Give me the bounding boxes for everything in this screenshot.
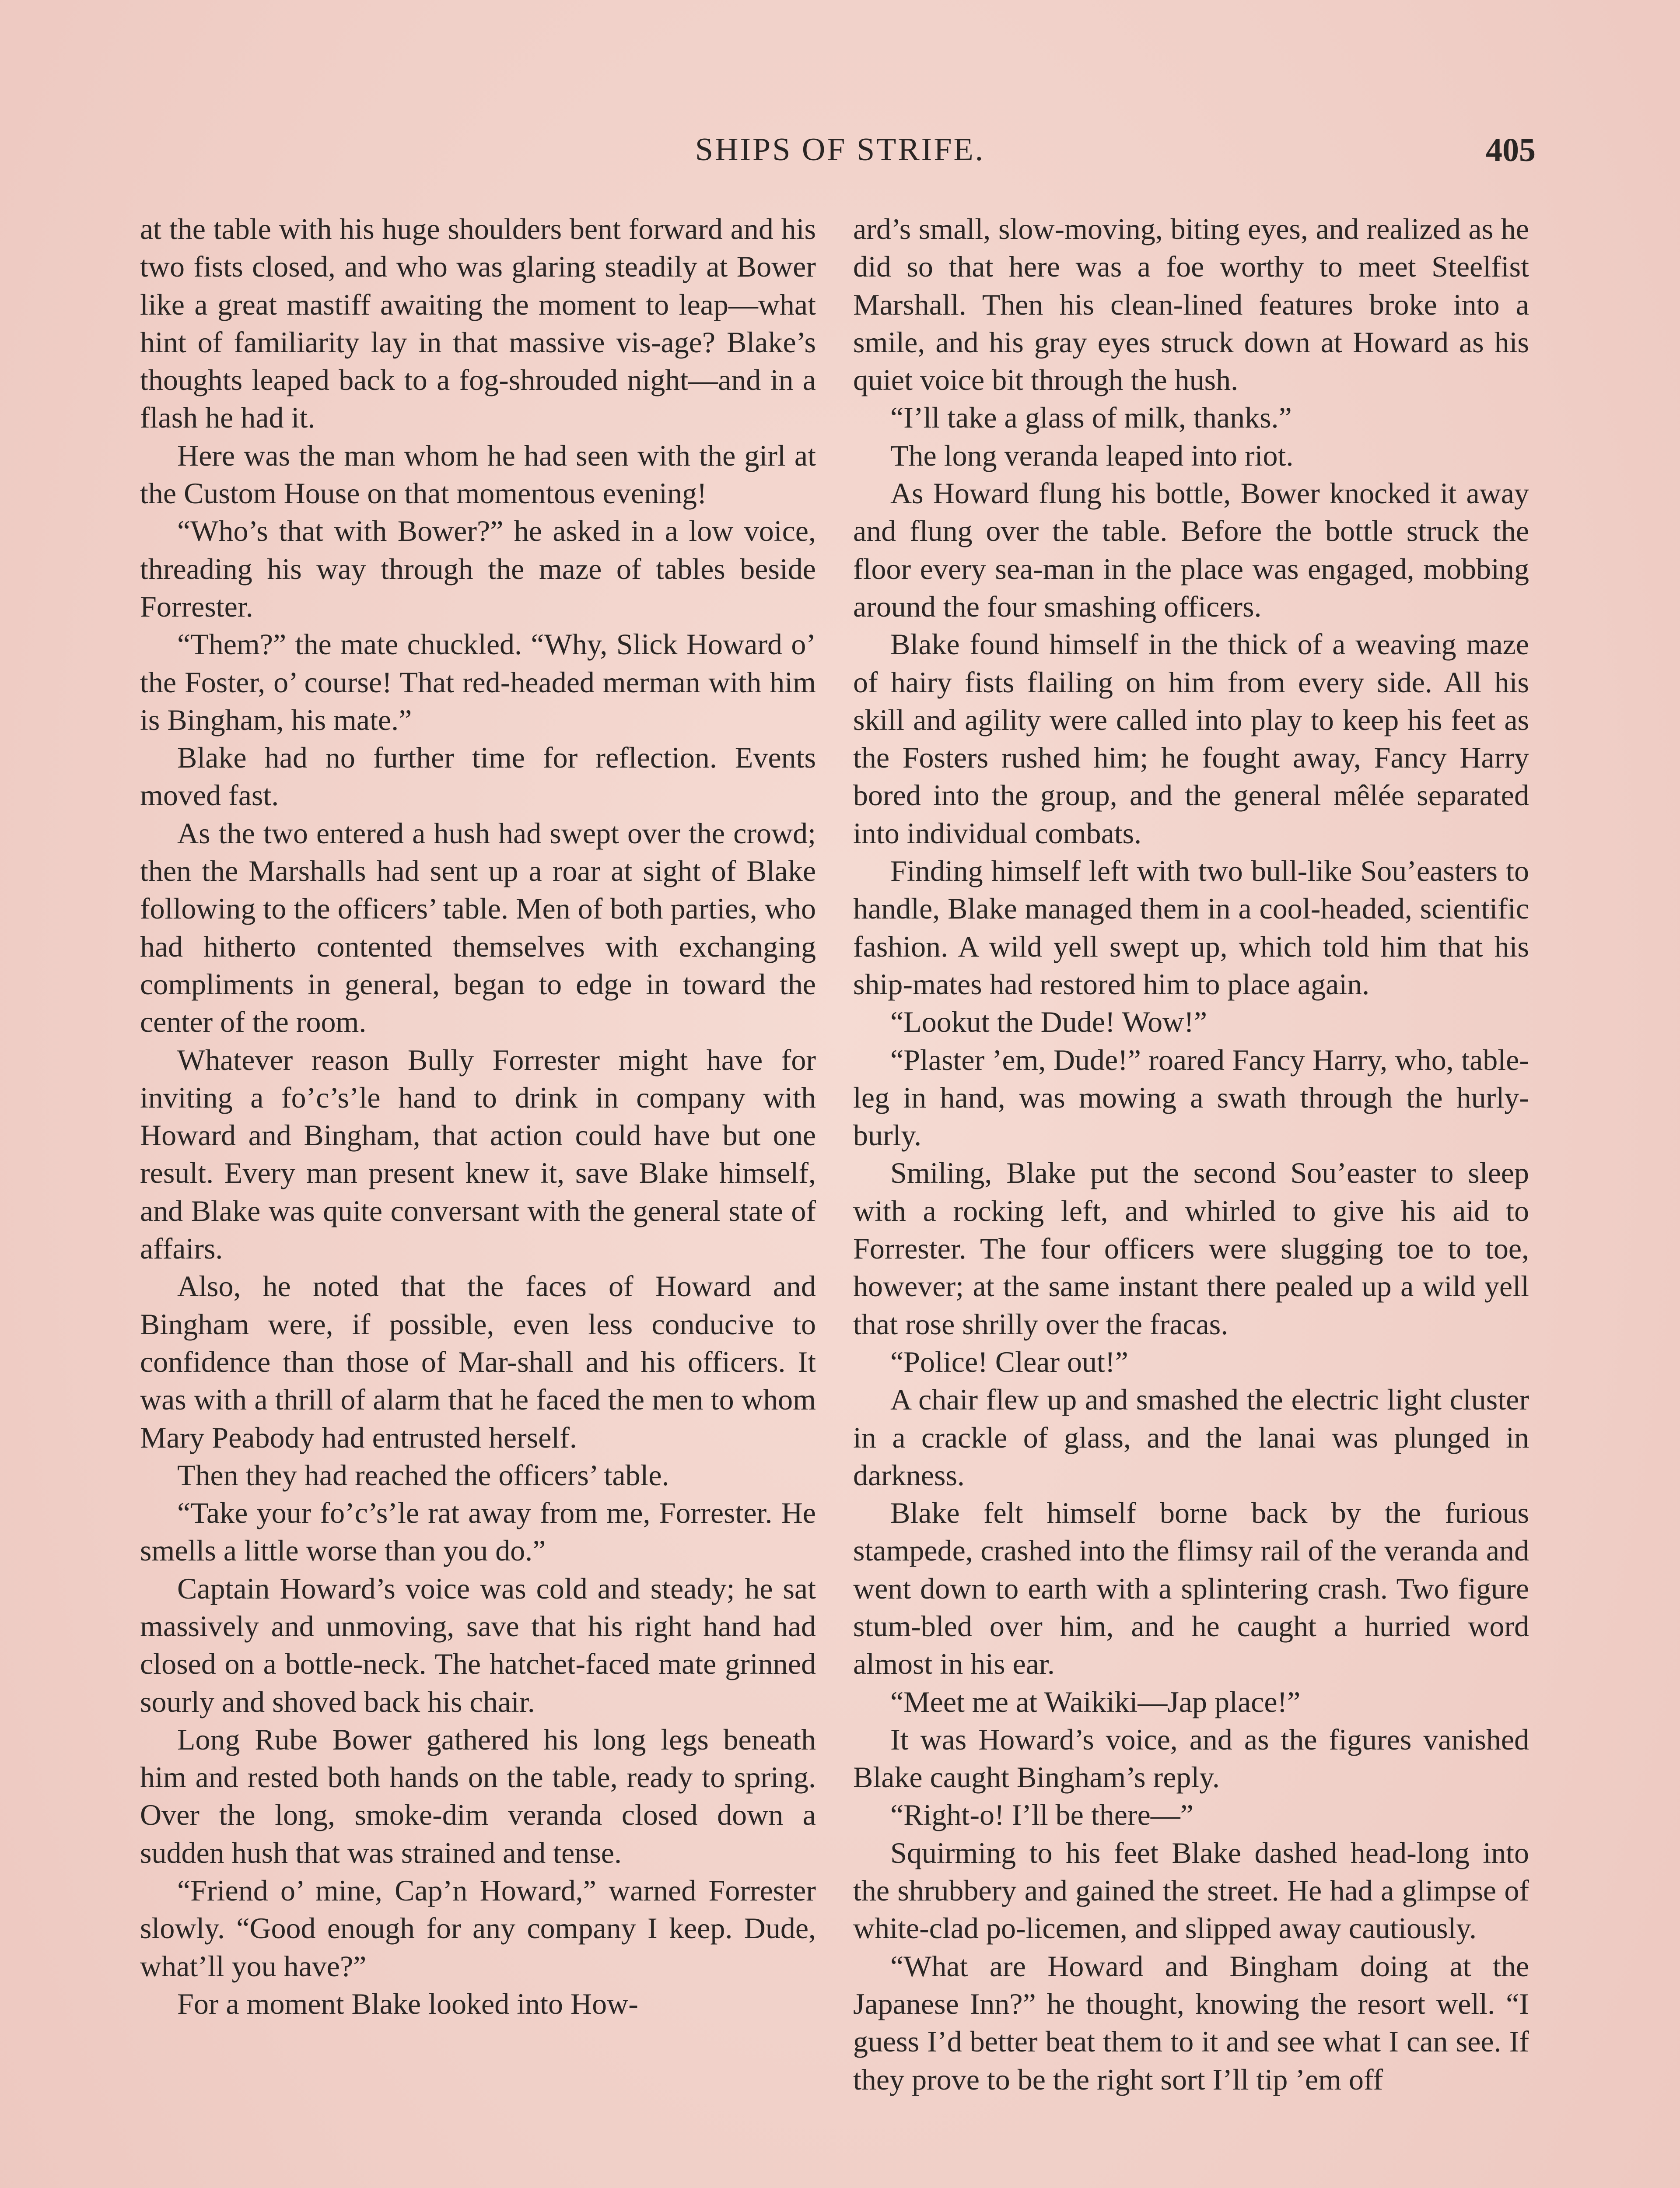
paragraph: Blake found himself in the thick of a weaving maze of hairy fists flailing on him from every side. All his skill and agility were called into play to keep his feet as the Fosters rushed him; he fought away, Fancy Harry bored into the group, and the general mêlée separated into individual combats.: [853, 628, 1529, 850]
left-column: [140, 210, 816, 2188]
paragraph: Squirming to his feet Blake dashed head-long into the shrubbery and gained the street. He had a glimpse of white-clad po-licemen, and slipped away cautiously.: [853, 1836, 1529, 1945]
paragraph: Here was the man whom he had seen with the girl at the Custom House on that momentous evening!: [140, 438, 816, 510]
paragraph: “Who’s that with Bower?” he asked in a low voice, threading his way through the maze of tables beside Forrester.: [140, 514, 816, 623]
paragraph: “Police! Clear out!”: [890, 1345, 1128, 1378]
paragraph: Blake felt himself borne back by the furious stampede, crashed into the flimsy rail of the veranda and went down to earth with a splintering crash. Two figure stum-bled over him, and he caught a hurried word almost in his ear.: [853, 1496, 1529, 1681]
paragraph: “Right-o! I’ll be there—”: [890, 1798, 1194, 1832]
paragraph: It was Howard’s voice, and as the figures vanished Blake caught Bingham’s reply.: [853, 1722, 1529, 1794]
right-column: [853, 210, 1529, 2188]
paragraph: As Howard flung his bottle, Bower knocked it away and flung over the table. Before the bottle struck the floor every sea-man in the place was engaged, mobbing around the four smashing officers.: [853, 477, 1529, 623]
paragraph: “I’ll take a glass of milk, thanks.”: [890, 401, 1292, 435]
running-title: SHIPS OF STRIFE.: [695, 132, 985, 168]
paragraph: As the two entered a hush had swept over the crowd; then the Marshalls had sent up a roar at sight of Blake following to the officers’ table. Men of both parties, who had hitherto contented themselves with exchanging compliments in general, began to edge in toward the center of the room.: [140, 816, 816, 1039]
paragraph: at the table with his huge shoulders bent forward and his two fists closed, and who was glaring steadily at Bower like a great mastiff awaiting the moment to leap—what hint of familiarity lay in that massive vis-age? Blake’s thoughts leaped back to a fog-shrouded night—and in a flash he had it.: [140, 212, 816, 435]
paragraph: Captain Howard’s voice was cold and steady; he sat massively and unmoving, save that his right hand had closed on a bottle-neck. The hatchet-faced mate grinned sourly and shoved back his chair.: [140, 1571, 816, 1718]
page-header: [140, 131, 1540, 175]
paragraph: “Friend o’ mine, Cap’n Howard,” warned Forrester slowly. “Good enough for any company I keep. Dude, what’ll you have?”: [140, 1874, 816, 1983]
paragraph: “Take your fo’c’s’le rat away from me, Forrester. He smells a little worse than you do.”: [140, 1496, 816, 1567]
paragraph: Long Rube Bower gathered his long legs beneath him and rested both hands on the table, ready to spring. Over the long, smoke-dim veranda closed down a sudden hush that was strained and tense.: [140, 1722, 816, 1869]
paragraph: “Them?” the mate chuckled. “Why, Slick Howard o’ the Foster, o’ course! That red-headed merman with him is Bingham, his mate.”: [140, 628, 816, 736]
paragraph: Then they had reached the officers’ table.: [177, 1458, 669, 1492]
paragraph: A chair flew up and smashed the electric light cluster in a crackle of glass, and the lanai was plunged in darkness.: [853, 1383, 1529, 1492]
paragraph: The long veranda leaped into riot.: [890, 438, 1294, 472]
paragraph: “Meet me at Waikiki—Jap place!”: [890, 1685, 1301, 1718]
paragraph: Smiling, Blake put the second Sou’easter to sleep with a rocking left, and whirled to give his aid to Forrester. The four officers were slugging toe to toe, however; at the same instant there pealed up a wild yell that rose shrilly over the fracas.: [853, 1156, 1529, 1341]
paragraph: “Lookut the Dude! Wow!”: [890, 1005, 1208, 1039]
paragraph: Blake had no further time for reflection. Events moved fast.: [140, 741, 816, 812]
paragraph: Also, he noted that the faces of Howard and Bingham were, if possible, even less conducive to confidence than those of Mar-shall and his officers. It was with a thrill of alarm that he faced the men to whom Mary Peabody had entrusted herself.: [140, 1269, 816, 1454]
paragraph: Finding himself left with two bull-like Sou’easters to handle, Blake managed them in a cool-headed, scientific fashion. A wild yell swept up, which told him that his ship-mates had restored him to place again.: [853, 854, 1529, 1001]
paragraph: For a moment Blake looked into How-: [177, 1987, 638, 2020]
paragraph: ard’s small, slow-moving, biting eyes, and realized as he did so that here was a foe worthy to meet Steelfist Marshall. Then his clean-lined features broke into a smile, and his gray eyes struck down at Howard as his quiet voice bit through the hush.: [853, 212, 1529, 397]
paragraph: Whatever reason Bully Forrester might have for inviting a fo’c’s’le hand to drink in company with Howard and Bingham, that action could have but one result. Every man present knew it, save Blake himself, and Blake was quite conversant with the general state of affairs.: [140, 1043, 816, 1266]
page-number: 405: [1486, 132, 1536, 168]
paragraph: “What are Howard and Bingham doing at the Japanese Inn?” he thought, knowing the resort well. “I guess I’d better beat them to it and see what I can see. If they prove to be the right sort I’ll tip ’em off: [853, 1949, 1529, 2096]
paragraph: “Plaster ’em, Dude!” roared Fancy Harry, who, table-leg in hand, was mowing a swath through the hurly-burly.: [853, 1043, 1529, 1152]
